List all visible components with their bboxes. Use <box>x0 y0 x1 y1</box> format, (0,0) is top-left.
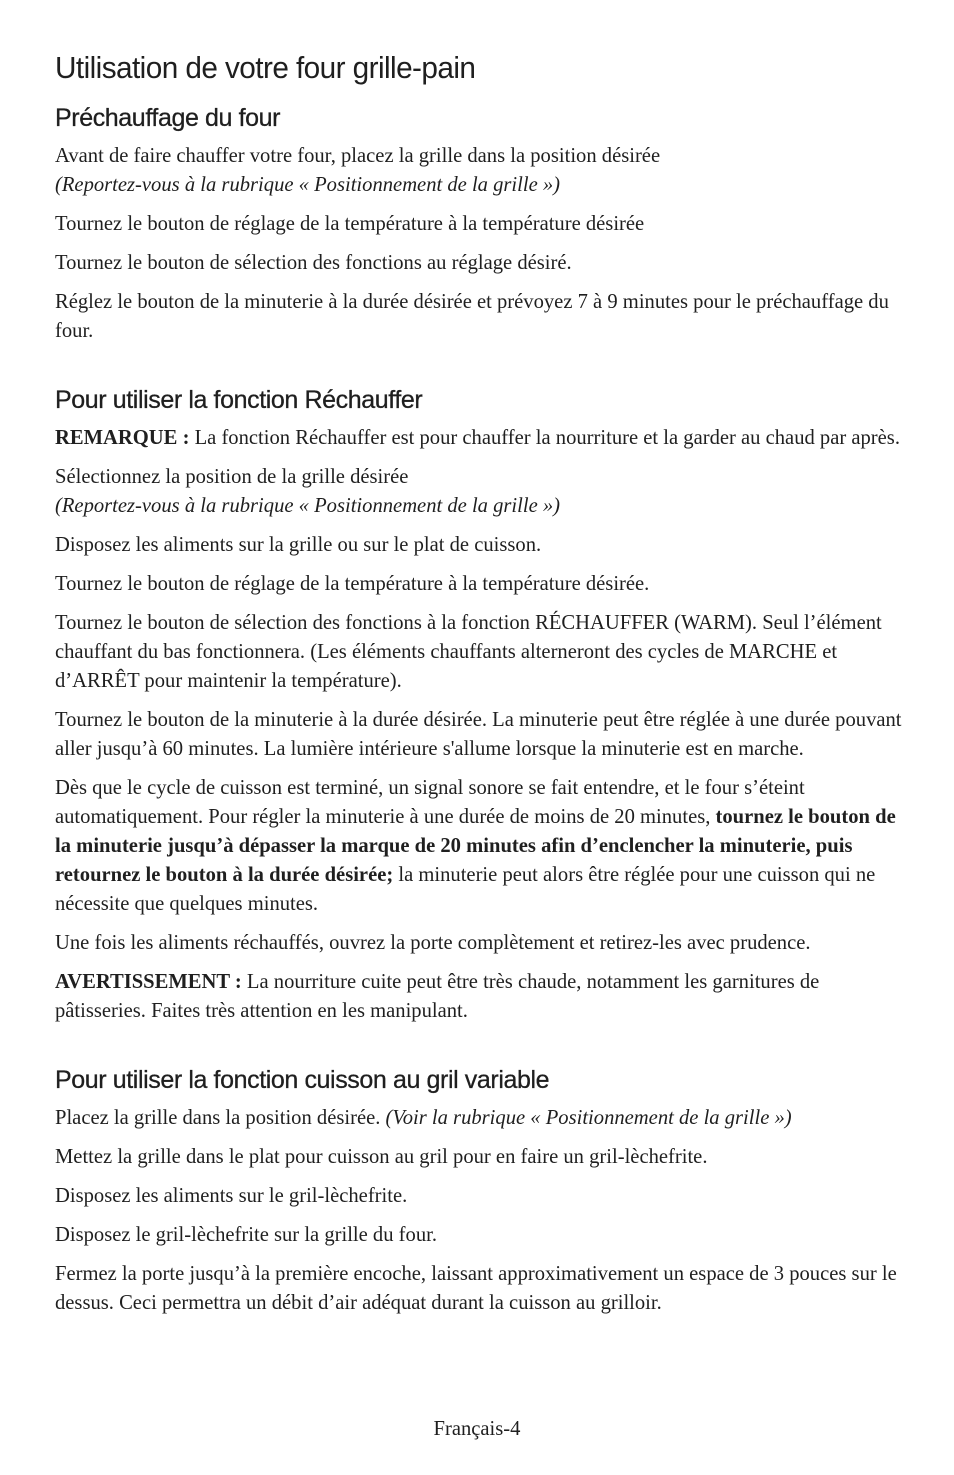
paragraph: Disposez les aliments sur la grille ou sur le plat de cuisson. <box>55 534 542 556</box>
paragraph: Fermez la porte jusqu’à la première encoche, laissant approximativement un espace de 3 pouces sur le dessus. Ceci permettra un débit d’air adéquat durant la cuisson au grilloir. <box>55 1263 897 1314</box>
paragraph: Disposez les aliments sur le gril-lèchefrite. <box>55 1185 408 1207</box>
paragraph: Mettez la grille dans le plat pour cuisson au gril pour en faire un gril-lèchefrite. <box>55 1146 708 1168</box>
warning-paragraph: AVERTISSEMENT : La nourriture cuite peut être très chaude, notamment les garnitures de pâtisseries. Faites très attention en les manipulant. <box>55 971 820 1022</box>
paragraph: Tournez le bouton de la minuterie à la durée désirée. La minuterie peut être réglée à une durée pouvant aller jusqu’à 60 minutes. La lumière intérieure s'allume lorsque la minuterie est en marche. <box>55 709 902 760</box>
manual-page <box>55 48 905 1328</box>
page-number: Français-4 <box>433 1418 521 1440</box>
section-heading-warm: Pour utiliser la fonction Réchauffer <box>55 386 423 414</box>
paragraph: Tournez le bouton de réglage de la température à la température désirée. <box>55 573 650 595</box>
paragraph: Tournez le bouton de sélection des fonctions à la fonction RÉCHAUFFER (WARM). Seul l’élément chauffant du bas fonctionnera. (Les éléments chauffants alterneront des cycles de MARCHE et d’ARRÊT pour maintenir la température). <box>55 612 882 692</box>
paragraph: Avant de faire chauffer votre four, placez la grille dans la position désirée (Reportez-vous à la rubrique « Positionnement de la grille ») <box>55 145 661 196</box>
section-heading-broil: Pour utiliser la fonction cuisson au gril variable <box>55 1066 550 1094</box>
paragraph: Disposez le gril-lèchefrite sur la grille du four. <box>55 1224 437 1246</box>
note-paragraph: REMARQUE : La fonction Réchauffer est pour chauffer la nourriture et la garder au chaud par après. <box>55 427 900 449</box>
paragraph: Dès que le cycle de cuisson est terminé, un signal sonore se fait entendre, et le four s’éteint automatiquement. Pour régler la minuterie à une durée de moins de 20 minutes, tournez le bouton de la minuterie jusqu’à dépasser la marque de 20 minutes afin d’enclencher la minuterie, puis retournez le bouton à la durée désirée; la minuterie peut alors être réglée pour une cuisson qui ne nécessite que quelques minutes. <box>55 777 896 915</box>
paragraph: Placez la grille dans la position désirée. (Voir la rubrique « Positionnement de la grille ») <box>55 1107 792 1129</box>
paragraph: Une fois les aliments réchauffés, ouvrez la porte complètement et retirez-les avec prudence. <box>55 932 811 954</box>
paragraph: Sélectionnez la position de la grille désirée (Reportez-vous à la rubrique « Positionnement de la grille ») <box>55 466 561 517</box>
paragraph: Tournez le bouton de réglage de la température à la température désirée <box>55 213 645 235</box>
page-title: Utilisation de votre four grille-pain <box>55 50 476 85</box>
paragraph: Tournez le bouton de sélection des fonctions au réglage désiré. <box>55 252 572 274</box>
paragraph: Réglez le bouton de la minuterie à la durée désirée et prévoyez 7 à 9 minutes pour le préchauffage du four. <box>55 291 889 342</box>
section-heading-preheat: Préchauffage du four <box>55 104 281 132</box>
